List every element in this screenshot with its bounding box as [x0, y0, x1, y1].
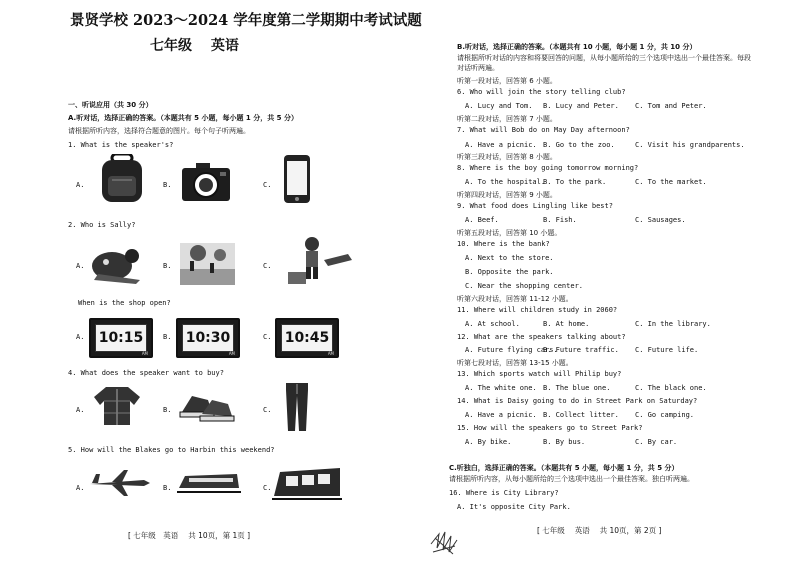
- page-footer: [ 七年级 英语 共 10页，第 2页 ]: [537, 526, 662, 535]
- scribble-mark: [427, 528, 461, 558]
- option-a: A. At school.: [465, 320, 520, 328]
- clock-image: [275, 318, 339, 358]
- shirt-image: [92, 385, 142, 427]
- part-b-instructions-cont: 对话听两遍。: [457, 64, 499, 72]
- option-c: C. To the market.: [635, 178, 707, 186]
- option-b-label: B.: [163, 484, 172, 492]
- option-b-label: B.: [163, 406, 172, 414]
- question-2: 2. Who is Sally?: [68, 221, 136, 229]
- part-c-heading: C.听独白，选择正确的答案。（本题共有 5 小题，每小题 1 分，共 5 分）: [449, 464, 679, 472]
- backpack-image: [96, 154, 148, 204]
- part-c-instructions: 请根据所听内容，从每小题所给的三个选项中选出一个最佳答案。独白听两遍。: [449, 475, 694, 483]
- option-c: C. Sausages.: [635, 216, 686, 224]
- dialogue-intro: 听第五段对话，回答第 10 小题。: [457, 229, 562, 237]
- question-12: 12. What are the speakers talking about?: [457, 333, 626, 341]
- girl-with-dog-image: [88, 244, 150, 286]
- option-b-label: B.: [163, 333, 172, 341]
- question-8: 8. Where is the boy going tomorrow morning?: [457, 164, 639, 172]
- sneakers-image: [178, 390, 236, 424]
- question-13: 13. Which sports watch will Philip buy?: [457, 370, 622, 378]
- option-b: B. To the park.: [543, 178, 607, 186]
- part-b-instructions: 请根据所听对话的内容和将要回答的问题，从每小题所给的三个选项中选出一个最佳答案。每段: [457, 54, 751, 62]
- clock-am: AM: [327, 351, 334, 356]
- exam-subtitle: 七年级 英语: [150, 38, 239, 54]
- part-a-heading: A.听对话，选择正确的答案。（本题共有 5 小题，每小题 1 分，共 5 分）: [68, 114, 298, 122]
- option-a: A. Next to the store.: [465, 254, 554, 262]
- phone-image: [283, 154, 311, 204]
- option-a-label: A.: [76, 406, 85, 414]
- option-a-label: A.: [76, 262, 85, 270]
- option-a: A. By bike.: [465, 438, 512, 446]
- option-b: B. The blue one.: [543, 384, 611, 392]
- question-14: 14. What is Daisy going to do in Street Park on Saturday?: [457, 397, 698, 405]
- dialogue-intro: 听第四段对话，回答第 9 小题。: [457, 191, 557, 199]
- dialogue-intro: 听第二段对话，回答第 7 小题。: [457, 115, 557, 123]
- option-b: B. Go to the zoo.: [543, 141, 615, 149]
- option-c-label: C.: [263, 406, 272, 414]
- option-a: A. Future flying cars.: [465, 346, 558, 354]
- dialogue-intro: 听第三段对话，回答第 8 小题。: [457, 153, 557, 161]
- page-two: [397, 0, 794, 561]
- option-a-label: A.: [76, 333, 85, 341]
- dialogue-intro: 听第六段对话，回答第 11-12 小题。: [457, 295, 573, 303]
- option-c-label: C.: [263, 333, 272, 341]
- question-16: 16. Where is City Library?: [449, 489, 559, 497]
- boy-gardening-image: [280, 236, 355, 286]
- question-6: 6. Who will join the story telling club?: [457, 88, 626, 96]
- section-heading: 一、听说应用（共 30 分）: [68, 101, 153, 109]
- option-a: A. Have a picnic.: [465, 411, 537, 419]
- option-c-label: C.: [263, 262, 272, 270]
- option-a: A. The white one.: [465, 384, 537, 392]
- exam-title: 景贤学校 2023～2024 学年度第二学期期中考试试题: [70, 12, 422, 29]
- option-a: A. Have a picnic.: [465, 141, 537, 149]
- option-c: C. Future life.: [635, 346, 699, 354]
- option-b: B. Lucy and Peter.: [543, 102, 619, 110]
- clock-time: 10:30: [182, 324, 234, 352]
- question-1: 1. What is the speaker's?: [68, 141, 174, 149]
- clock-time: 10:45: [281, 324, 333, 352]
- question-9: 9. What food does Lingling like best?: [457, 202, 613, 210]
- question-5: 5. How will the Blakes go to Harbin this weekend?: [68, 446, 275, 454]
- question-3: When is the shop open?: [78, 299, 171, 307]
- clock-image: [89, 318, 153, 358]
- option-c-label: C.: [263, 484, 272, 492]
- option-c: C. Tom and Peter.: [635, 102, 707, 110]
- playing-by-lake-image: [180, 243, 235, 285]
- option-b-label: B.: [163, 181, 172, 189]
- trousers-image: [284, 382, 310, 432]
- option-c: C. The black one.: [635, 384, 707, 392]
- camera-image: [180, 163, 232, 203]
- option-b: B. Opposite the park.: [465, 268, 554, 276]
- page-footer: [ 七年级 英语 共 10页，第 1页 ]: [128, 531, 251, 540]
- airplane-image: [88, 468, 152, 498]
- high-speed-train-image: [177, 466, 241, 496]
- question-4: 4. What does the speaker want to buy?: [68, 369, 224, 377]
- option-c: C. Go camping.: [635, 411, 695, 419]
- option-a: A. It's opposite City Park.: [457, 503, 571, 511]
- option-c: C. In the library.: [635, 320, 711, 328]
- subway-train-image: [272, 466, 342, 502]
- part-a-instructions: 请根据所听内容，选择符合题意的图片。每个句子听两遍。: [68, 127, 250, 135]
- option-a-label: A.: [76, 181, 85, 189]
- option-c: C. By car.: [635, 438, 678, 446]
- option-a: A. Beef.: [465, 216, 499, 224]
- clock-image: [176, 318, 240, 358]
- option-b: B. Fish.: [543, 216, 577, 224]
- part-b-heading: B.听对话，选择正确的答案。（本题共有 10 小题，每小题 1 分，共 10 分）: [457, 43, 697, 51]
- clock-am: AM: [141, 351, 148, 356]
- option-a-label: A.: [76, 484, 85, 492]
- option-b: B. By bus.: [543, 438, 586, 446]
- dialogue-intro: 听第七段对话，回答第 13-15 小题。: [457, 359, 573, 367]
- option-a: A. Lucy and Tom.: [465, 102, 533, 110]
- question-10: 10. Where is the bank?: [457, 240, 550, 248]
- question-11: 11. Where will children study in 2060?: [457, 306, 618, 314]
- dialogue-intro: 听第一段对话，回答第 6 小题。: [457, 77, 557, 85]
- option-c-label: C.: [263, 181, 272, 189]
- option-b: B. At home.: [543, 320, 590, 328]
- clock-am: AM: [228, 351, 235, 356]
- question-7: 7. What will Bob do on May Day afternoon?: [457, 126, 630, 134]
- option-b: B. Future traffic.: [543, 346, 619, 354]
- clock-time: 10:15: [95, 324, 147, 352]
- option-c: C. Visit his grandparents.: [635, 141, 745, 149]
- option-b: B. Collect litter.: [543, 411, 619, 419]
- question-15: 15. How will the speakers go to Street Park?: [457, 424, 643, 432]
- option-b-label: B.: [163, 262, 172, 270]
- option-a: A. To the hospital.: [465, 178, 546, 186]
- option-c: C. Near the shopping center.: [465, 282, 584, 290]
